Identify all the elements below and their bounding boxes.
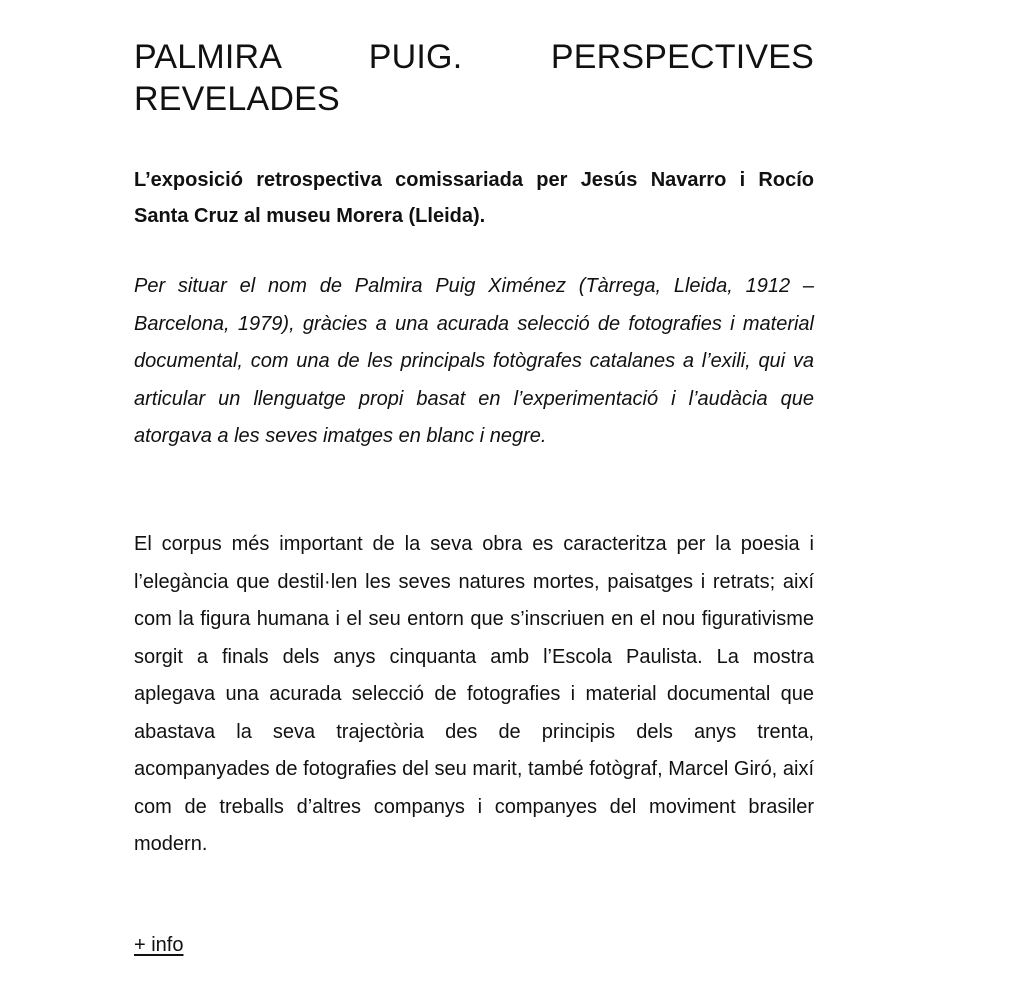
article [134,36,814,956]
more-info-link[interactable]: + info [134,934,184,956]
page-title: PALMIRA PUIG. PERSPECTIVES REVELADES [134,38,814,118]
body-paragraph: El corpus més important de la seva obra es caracteritza per la poesia i l’elegància que destil·len les seves natures mortes, paisatges i retrats; així com la figura humana i el seu entorn que s’inscriuen en el nou figurativisme sorgit a finals dels anys cinquanta amb l’Escola Paulista. La mostra aplegava una acurada selecció de fotografies i material documental que abastava la seva trajectòria des de principis dels anys trenta, acompanyades de fotografies del seu marit, també fotògraf, Marcel Giró, així com de treballs d’altres companys i companyes del moviment brasiler modern. [134,533,814,855]
lead-paragraph: L’exposició retrospectiva comissariada per Jesús Navarro i Rocío Santa Cruz al museu Morera (Lleida). [134,169,814,227]
intro-paragraph: Per situar el nom de Palmira Puig Ximénez (Tàrrega, Lleida, 1912 – Barcelona, 1979), gràcies a una acurada selecció de fotografies i material documental, com una de les principals fotògrafes catalanes a l’exili, qui va articular un llenguatge propi basat en l’experimentació i l’audàcia que atorgava a les seves imatges en blanc i negre. [134,275,814,447]
